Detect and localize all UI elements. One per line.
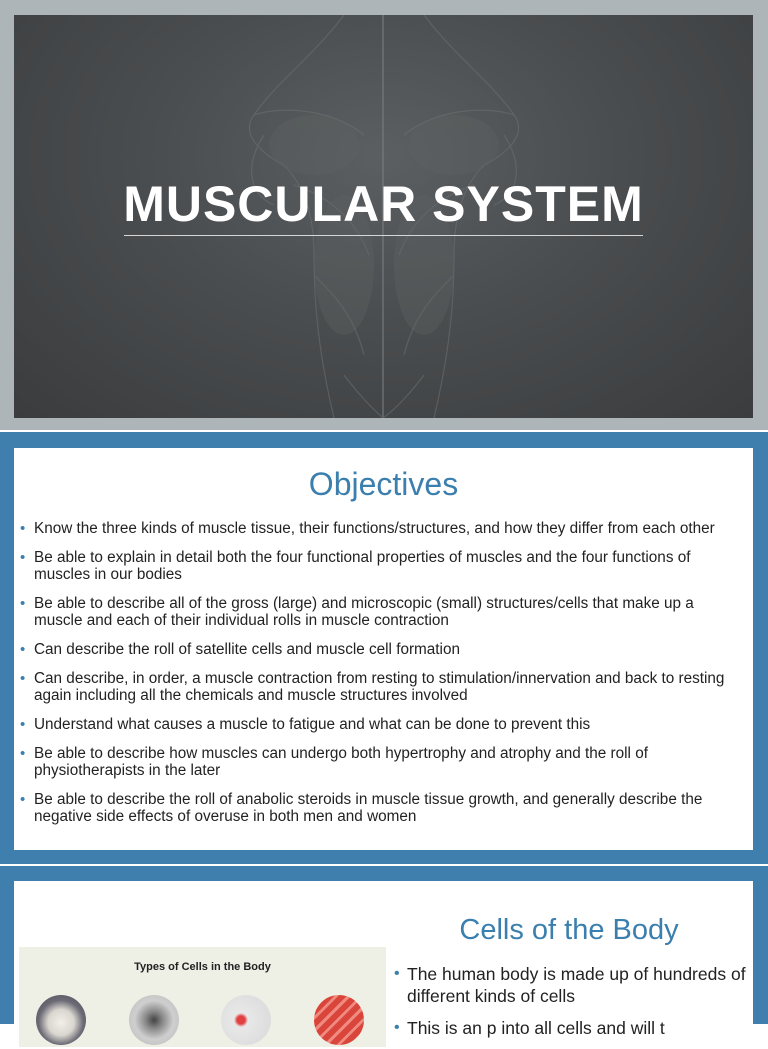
cell-icon-4 xyxy=(314,995,364,1045)
list-item xyxy=(20,641,740,658)
objective-text: Know the three kinds of muscle tissue, their functions/structures, and how they differ from each other xyxy=(34,520,715,537)
list-item xyxy=(20,520,740,537)
bullet-icon: • xyxy=(394,1019,400,1036)
slide-title: MUSCULAR SYSTEM xyxy=(123,176,644,232)
list-item xyxy=(20,745,740,779)
cell-icon-1 xyxy=(36,995,86,1045)
objectives-list xyxy=(20,520,740,837)
objectives-slide xyxy=(0,432,768,864)
list-item xyxy=(20,791,740,825)
title-slide xyxy=(0,0,768,430)
bullet-icon: • xyxy=(20,716,26,733)
bullet-icon: • xyxy=(394,965,400,982)
list-item xyxy=(20,716,740,733)
list-item xyxy=(394,1017,749,1039)
list-item xyxy=(394,963,749,1007)
objective-text: Can describe, in order, a muscle contraction from resting to stimulation/innervation and back to resting again including all the chemicals and muscle structures involved xyxy=(34,670,725,704)
cells-bullet-text: This is an p into all cells and will t xyxy=(407,1018,665,1038)
cells-title: Cells of the Body xyxy=(459,914,679,946)
cells-slide xyxy=(0,866,768,1038)
title-divider xyxy=(124,235,643,236)
title-slide-panel xyxy=(14,15,753,418)
cells-bullet-list xyxy=(394,963,749,1049)
objective-text: Be able to explain in detail both the four functional properties of muscles and the four functions of muscles in our bodies xyxy=(34,549,691,583)
list-item xyxy=(20,549,740,583)
objective-text: Understand what causes a muscle to fatigue and what can be done to prevent this xyxy=(34,716,591,733)
bullet-icon: • xyxy=(20,520,26,537)
objectives-title: Objectives xyxy=(308,466,459,502)
cell-types-image-title: Types of Cells in the Body xyxy=(134,961,271,973)
bullet-icon: • xyxy=(20,641,26,658)
bullet-icon: • xyxy=(20,595,26,612)
objectives-panel xyxy=(14,448,753,850)
list-item xyxy=(20,595,740,629)
bullet-icon: • xyxy=(20,670,26,687)
list-item xyxy=(20,670,740,704)
objective-text: Be able to describe the roll of anabolic steroids in muscle tissue growth, and generally describe the negative side effects of overuse in both men and women xyxy=(34,791,703,825)
cells-panel xyxy=(14,881,753,1041)
objective-text: Can describe the roll of satellite cells and muscle cell formation xyxy=(34,641,460,658)
bullet-icon: • xyxy=(20,791,26,808)
objective-text: Be able to describe all of the gross (large) and microscopic (small) structures/cells that make up a muscle and each of their individual rolls in muscle contraction xyxy=(34,595,694,629)
cell-icon-3 xyxy=(221,995,271,1045)
cell-icon-2 xyxy=(129,995,179,1045)
bullet-icon: • xyxy=(20,549,26,566)
cell-types-image xyxy=(19,947,386,1047)
cells-bullet-text: The human body is made up of hundreds of different kinds of cells xyxy=(407,964,746,1006)
bullet-icon: • xyxy=(20,745,26,762)
objective-text: Be able to describe how muscles can undergo both hypertrophy and atrophy and the roll of physiotherapists in the later xyxy=(34,745,648,779)
